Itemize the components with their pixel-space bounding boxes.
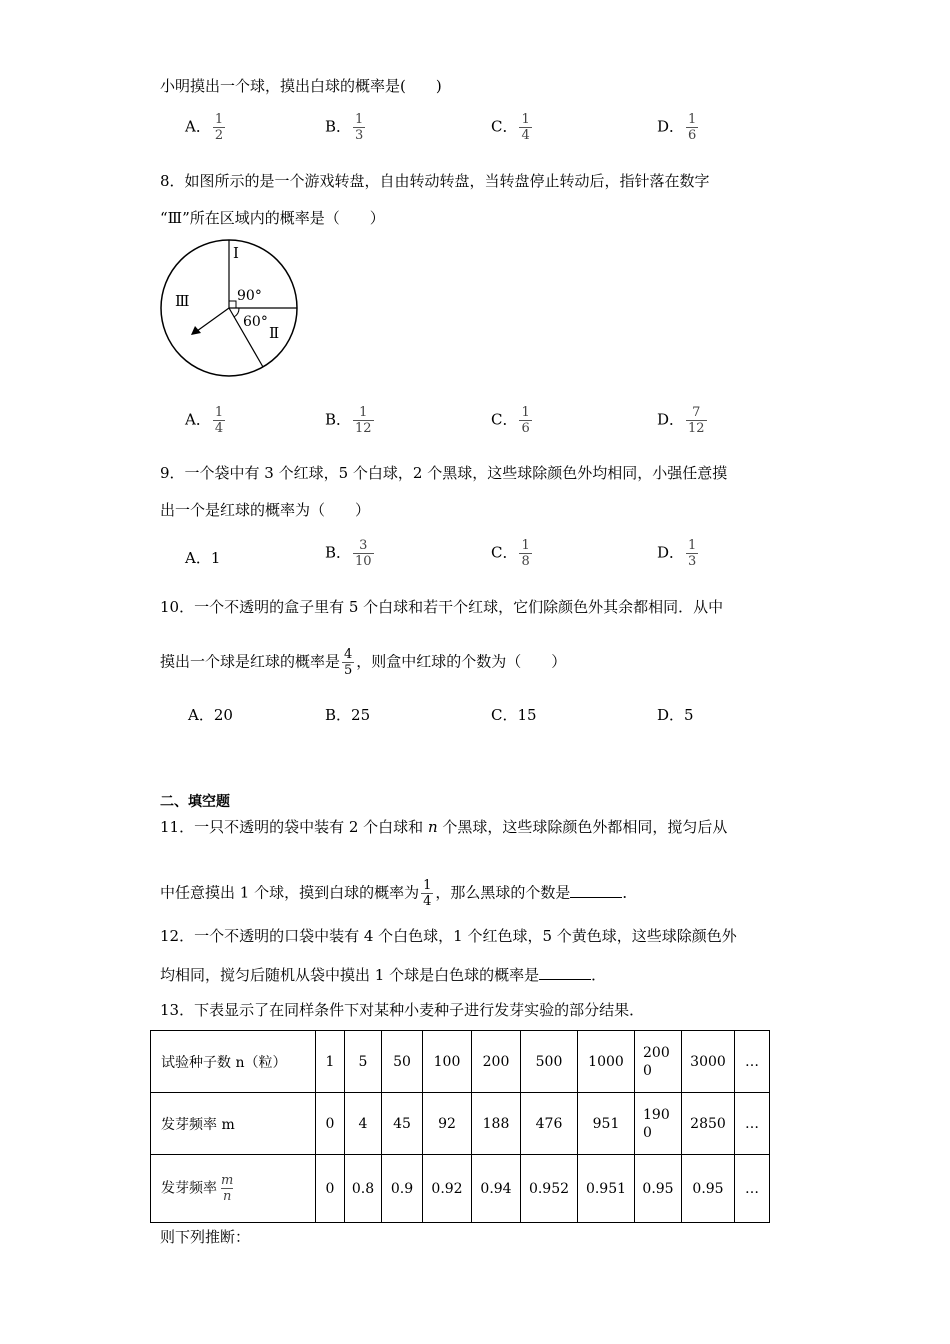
fraction: $\frac{4}{5}$	[344, 647, 353, 678]
table-cell: 0.94	[472, 1155, 521, 1223]
q8-option-d[interactable]	[657, 405, 709, 436]
table-cell: …	[735, 1093, 770, 1155]
q9-line1: 9．一个袋中有 3 个红球，5 个白球，2 个黑球，这些球除颜色外均相同，小强任意摸	[160, 464, 728, 482]
q10-option-a[interactable]: A．20	[188, 706, 233, 724]
table-cell: 0.95	[635, 1155, 682, 1223]
table-cell: …	[735, 1155, 770, 1223]
q10-option-d[interactable]: D．5	[657, 706, 694, 724]
right-angle-mark	[229, 301, 236, 308]
label-II: Ⅱ	[269, 324, 280, 342]
option-label: B．	[325, 410, 352, 429]
table-cell: 0	[316, 1093, 345, 1155]
q7-option-b[interactable]	[325, 112, 367, 143]
table-cell: 1000	[578, 1031, 635, 1093]
q10-option-b[interactable]: B．25	[325, 706, 371, 724]
table-cell: 50	[382, 1031, 423, 1093]
variable-n: n	[427, 818, 438, 836]
spinner-figure	[155, 238, 305, 378]
table-cell: 5	[345, 1031, 382, 1093]
fraction: $\frac{1}{8}$	[521, 538, 530, 569]
q11-line1: 11．一只不透明的袋中装有 2 个白球和 n 个黑球，这些球除颜色外都相同，搅匀后从	[160, 818, 728, 836]
q8-option-a[interactable]	[185, 405, 227, 436]
q7-stem: 小明摸出一个球，摸出白球的概率是( )	[160, 77, 442, 95]
pointer-shaft	[197, 308, 229, 331]
fraction: $\frac{7}{12}$	[688, 405, 705, 436]
fraction: $\frac{3}{10}$	[355, 538, 372, 569]
label-III: Ⅲ	[175, 292, 190, 310]
fraction: $\frac{m}{n}$	[221, 1173, 234, 1204]
table-cell: 100	[423, 1031, 472, 1093]
table-cell: 2000	[635, 1031, 682, 1093]
fraction: $\frac{1}{6}$	[688, 112, 697, 143]
table-cell: 1	[316, 1031, 345, 1093]
row-header: 试验种子数 n（粒）	[151, 1031, 316, 1093]
q9-option-b[interactable]	[325, 538, 376, 569]
fraction: $\frac{1}{12}$	[355, 405, 372, 436]
table-cell: 92	[423, 1093, 472, 1155]
option-label: B．	[325, 117, 352, 136]
fraction: $\frac{1}{3}$	[355, 112, 364, 143]
q9-option-c[interactable]	[491, 538, 534, 569]
option-label: C．	[491, 543, 518, 562]
table-cell: 3000	[682, 1031, 735, 1093]
q8-option-c[interactable]	[491, 405, 534, 436]
fraction: $\frac{1}{4}$	[214, 405, 224, 436]
q12-line1: 12．一个不透明的口袋中装有 4 个白色球，1 个红色球，5 个黄色球，这些球除颜色外	[160, 927, 737, 945]
fraction: $\frac{1}{3}$	[688, 538, 697, 569]
option-label: D．	[657, 410, 685, 429]
angle-90-label: 90°	[237, 288, 262, 304]
table-cell: 476	[521, 1093, 578, 1155]
q7-option-a[interactable]	[185, 112, 227, 143]
table-row	[151, 1155, 770, 1223]
table-cell: 0.95	[682, 1155, 735, 1223]
table-cell: 45	[382, 1093, 423, 1155]
q7-option-d[interactable]	[657, 112, 700, 143]
answer-blank[interactable]	[570, 883, 622, 898]
fraction: $\frac{1}{2}$	[214, 112, 224, 143]
table-cell: 951	[578, 1093, 635, 1155]
q9-line2: 出一个是红球的概率为（ ）	[160, 501, 371, 519]
q10-line1: 10．一个不透明的盒子里有 5 个白球和若干个红球，它们除颜色外其余都相同．从中	[160, 598, 724, 616]
fraction: $\frac{1}{4}$	[521, 112, 530, 143]
q13-after: 则下列推断：	[160, 1228, 251, 1246]
table-cell: …	[735, 1031, 770, 1093]
table-cell: 0.952	[521, 1155, 578, 1223]
pointer-arrow-icon	[191, 326, 201, 335]
option-label: A．	[185, 410, 211, 429]
table-cell: 0.9	[382, 1155, 423, 1223]
q7-option-c[interactable]	[491, 112, 534, 143]
q9-option-d[interactable]	[657, 538, 700, 569]
answer-blank[interactable]	[539, 965, 591, 980]
fraction: $\frac{1}{4}$	[423, 878, 432, 909]
option-label: A．	[185, 549, 211, 567]
table-row	[151, 1093, 770, 1155]
q8-option-b[interactable]	[325, 405, 376, 436]
option-label: D．	[657, 543, 685, 562]
option-label: B．	[325, 543, 352, 562]
q8-line1: 8．如图所示的是一个游戏转盘，自由转动转盘，当转盘停止转动后，指针落在数字	[160, 172, 710, 190]
table-cell: 200	[472, 1031, 521, 1093]
q9-option-a[interactable]	[185, 548, 220, 568]
section-title: 二、填空题	[160, 794, 230, 810]
table-cell: 0.951	[578, 1155, 635, 1223]
q11-line2: 中任意摸出 1 个球，摸到白球的概率为 $\frac{1}{4}$ ，那么黑球的个数是 ．	[160, 878, 638, 909]
q10-line2: 摸出一个球是红球的概率是 $\frac{4}{5}$ ，则盒中红球的个数为（ ）	[160, 647, 567, 678]
q13-line1: 13．下表显示了在同样条件下对某种小麦种子进行发芽实验的部分结果．	[160, 1001, 645, 1019]
table-cell: 0	[316, 1155, 345, 1223]
q8-line2: “Ⅲ”所在区域内的概率是（ ）	[160, 209, 385, 227]
q12-line2: 均相同，搅匀后随机从袋中摸出 1 个球是白色球的概率是 ．	[160, 966, 607, 984]
table-cell: 0.8	[345, 1155, 382, 1223]
angle-arc	[234, 308, 239, 317]
table-cell: 2850	[682, 1093, 735, 1155]
table-cell: 188	[472, 1093, 521, 1155]
label-I: Ⅰ	[233, 244, 239, 262]
table-cell: 0.92	[423, 1155, 472, 1223]
row-header: 发芽频率 m	[151, 1093, 316, 1155]
table-cell: 500	[521, 1031, 578, 1093]
option-label: D．	[657, 117, 685, 136]
row-header: 发芽频率 $\frac{m}{n}$	[151, 1155, 316, 1223]
table-cell: 1900	[635, 1093, 682, 1155]
option-label: C．	[491, 117, 518, 136]
table-row	[151, 1031, 770, 1093]
germination-table	[150, 1030, 770, 1223]
option-value: 1	[210, 549, 221, 567]
fraction: $\frac{1}{6}$	[521, 405, 530, 436]
q10-option-c[interactable]: C．15	[491, 706, 537, 724]
option-label: A．	[185, 117, 211, 136]
table-cell: 4	[345, 1093, 382, 1155]
option-label: C．	[491, 410, 518, 429]
angle-60-label: 60°	[243, 314, 268, 330]
